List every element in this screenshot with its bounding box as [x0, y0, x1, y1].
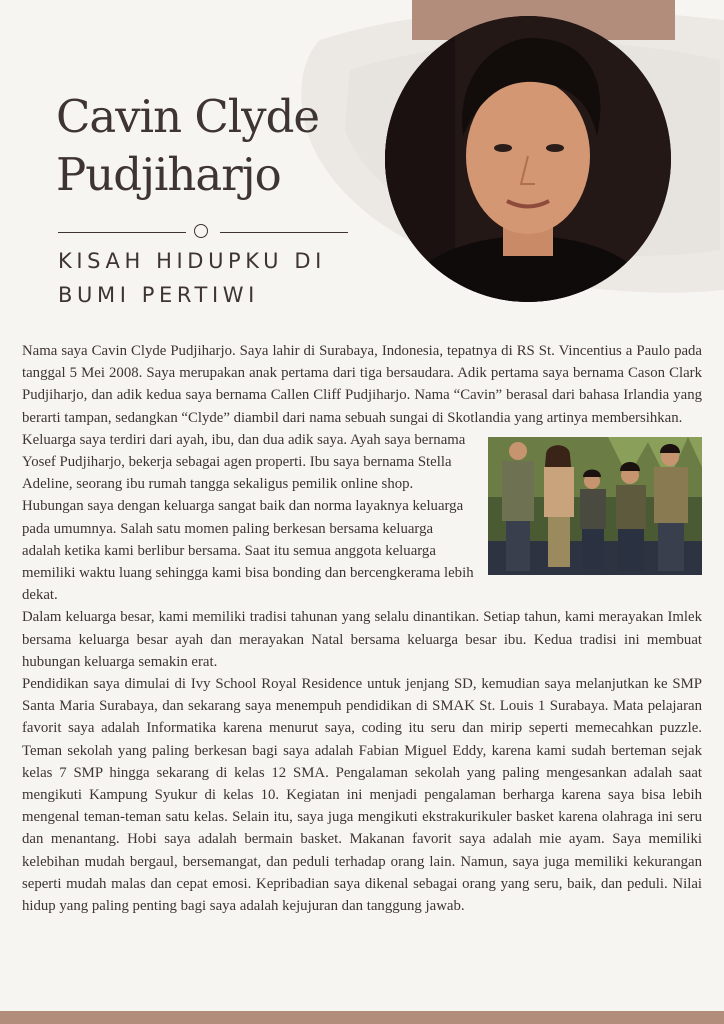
title-line-2: Pudjiharjo — [56, 148, 281, 201]
family-photo — [488, 437, 702, 575]
family-photo-icon — [488, 437, 702, 575]
paragraph-family: Keluarga saya terdiri dari ayah, ibu, dan dua adik saya. Ayah saya bernama Yosef Pudjiharjo, bekerja sebagai agen properti. Ibu saya bernama Stella Adeline, seorang ibu rumah tangga sekaligus pemilik online shop. Hubungan saya dengan keluarga sangat baik dan norma layaknya keluarga pada umumnya. Salah satu momen paling berkesan bersama keluarga adalah ketika kami berlibur bersama. Saat itu semua anggota keluarga memiliki waktu luang sehingga kami bisa bonding dan bercengkerama lebih dekat. — [22, 431, 474, 604]
subtitle — [58, 244, 378, 312]
body-text — [22, 340, 702, 917]
portrait-photo-icon — [385, 16, 671, 302]
title-divider — [58, 223, 348, 243]
portrait-photo — [385, 16, 671, 302]
divider-line-right — [220, 232, 348, 233]
subtitle-line-1: KISAH HIDUPKU DI — [58, 249, 326, 273]
bottom-accent-bar — [0, 1011, 724, 1024]
paragraph-tradition: Dalam keluarga besar, kami memiliki tradisi tahunan yang selalu dinantikan. Setiap tahun, kami merayakan Imlek bersama keluarga besar ayah dan merayakan Natal bersama keluarga besar ibu. Kedua tradisi ini membuat hubungan keluarga semakin erat. — [22, 609, 702, 670]
divider-circle-icon — [194, 224, 208, 238]
divider-line-left — [58, 232, 186, 233]
subtitle-line-2: BUMI PERTIWI — [58, 283, 259, 307]
page-title — [56, 88, 386, 204]
paragraph-education: Pendidikan saya dimulai di Ivy School Royal Residence untuk jenjang SD, kemudian saya melanjutkan ke SMP Santa Maria Surabaya, dan sekarang saya menempuh pendidikan di SMAK St. Louis 1 Surabaya. Mata pelajaran favorit saya adalah Informatika karena menurut saya, coding itu seru dan mirip seperti memecahkan puzzle. Teman sekolah yang paling berkesan bagi saya adalah Fabian Miguel Eddy, karena kami sudah berteman sejak kelas 7 SMP hingga sekarang di kelas 12 SMA. Pengalaman sekolah yang paling mengesankan adalah saat mengikuti Kampung Syukur di kelas 10. Kegiatan ini menjadi pengalaman berharga karena saya bisa lebih mengenal teman-teman satu kelas. Selain itu, saya juga mengikuti ekstrakurikuler basket karena olahraga ini seru dan menantang. Hobi saya adalah bermain basket. Makanan favorit saya adalah mie ayam. Saya memiliki kelebihan mudah bergaul, bersemangat, dan peduli terhadap orang lain. Namun, saya juga memiliki kekurangan seperti mudah malas dan cepat emosi. Kepribadian saya dikenal sebagai orang yang seru, baik, dan peduli. Nilai hidup yang paling penting bagi saya adalah kejujuran dan tanggung jawab. — [22, 676, 702, 915]
title-line-1: Cavin Clyde — [56, 90, 320, 143]
paragraph-intro: Nama saya Cavin Clyde Pudjiharjo. Saya lahir di Surabaya, Indonesia, tepatnya di RS St. Vincentius a Paulo pada tanggal 5 Mei 2008. Saya merupakan anak pertama dari tiga bersaudara. Adik pertama saya bernama Cason Clark Pudjiharjo, dan adik kedua saya bernama Callen Cliff Pudjiharjo. Nama “Cavin” berasal dari bahasa Irlandia yang berarti tampan, sedangkan “Clyde” diambil dari nama sebuah sungai di Skotlandia yang artinya membersihkan. — [22, 343, 702, 426]
